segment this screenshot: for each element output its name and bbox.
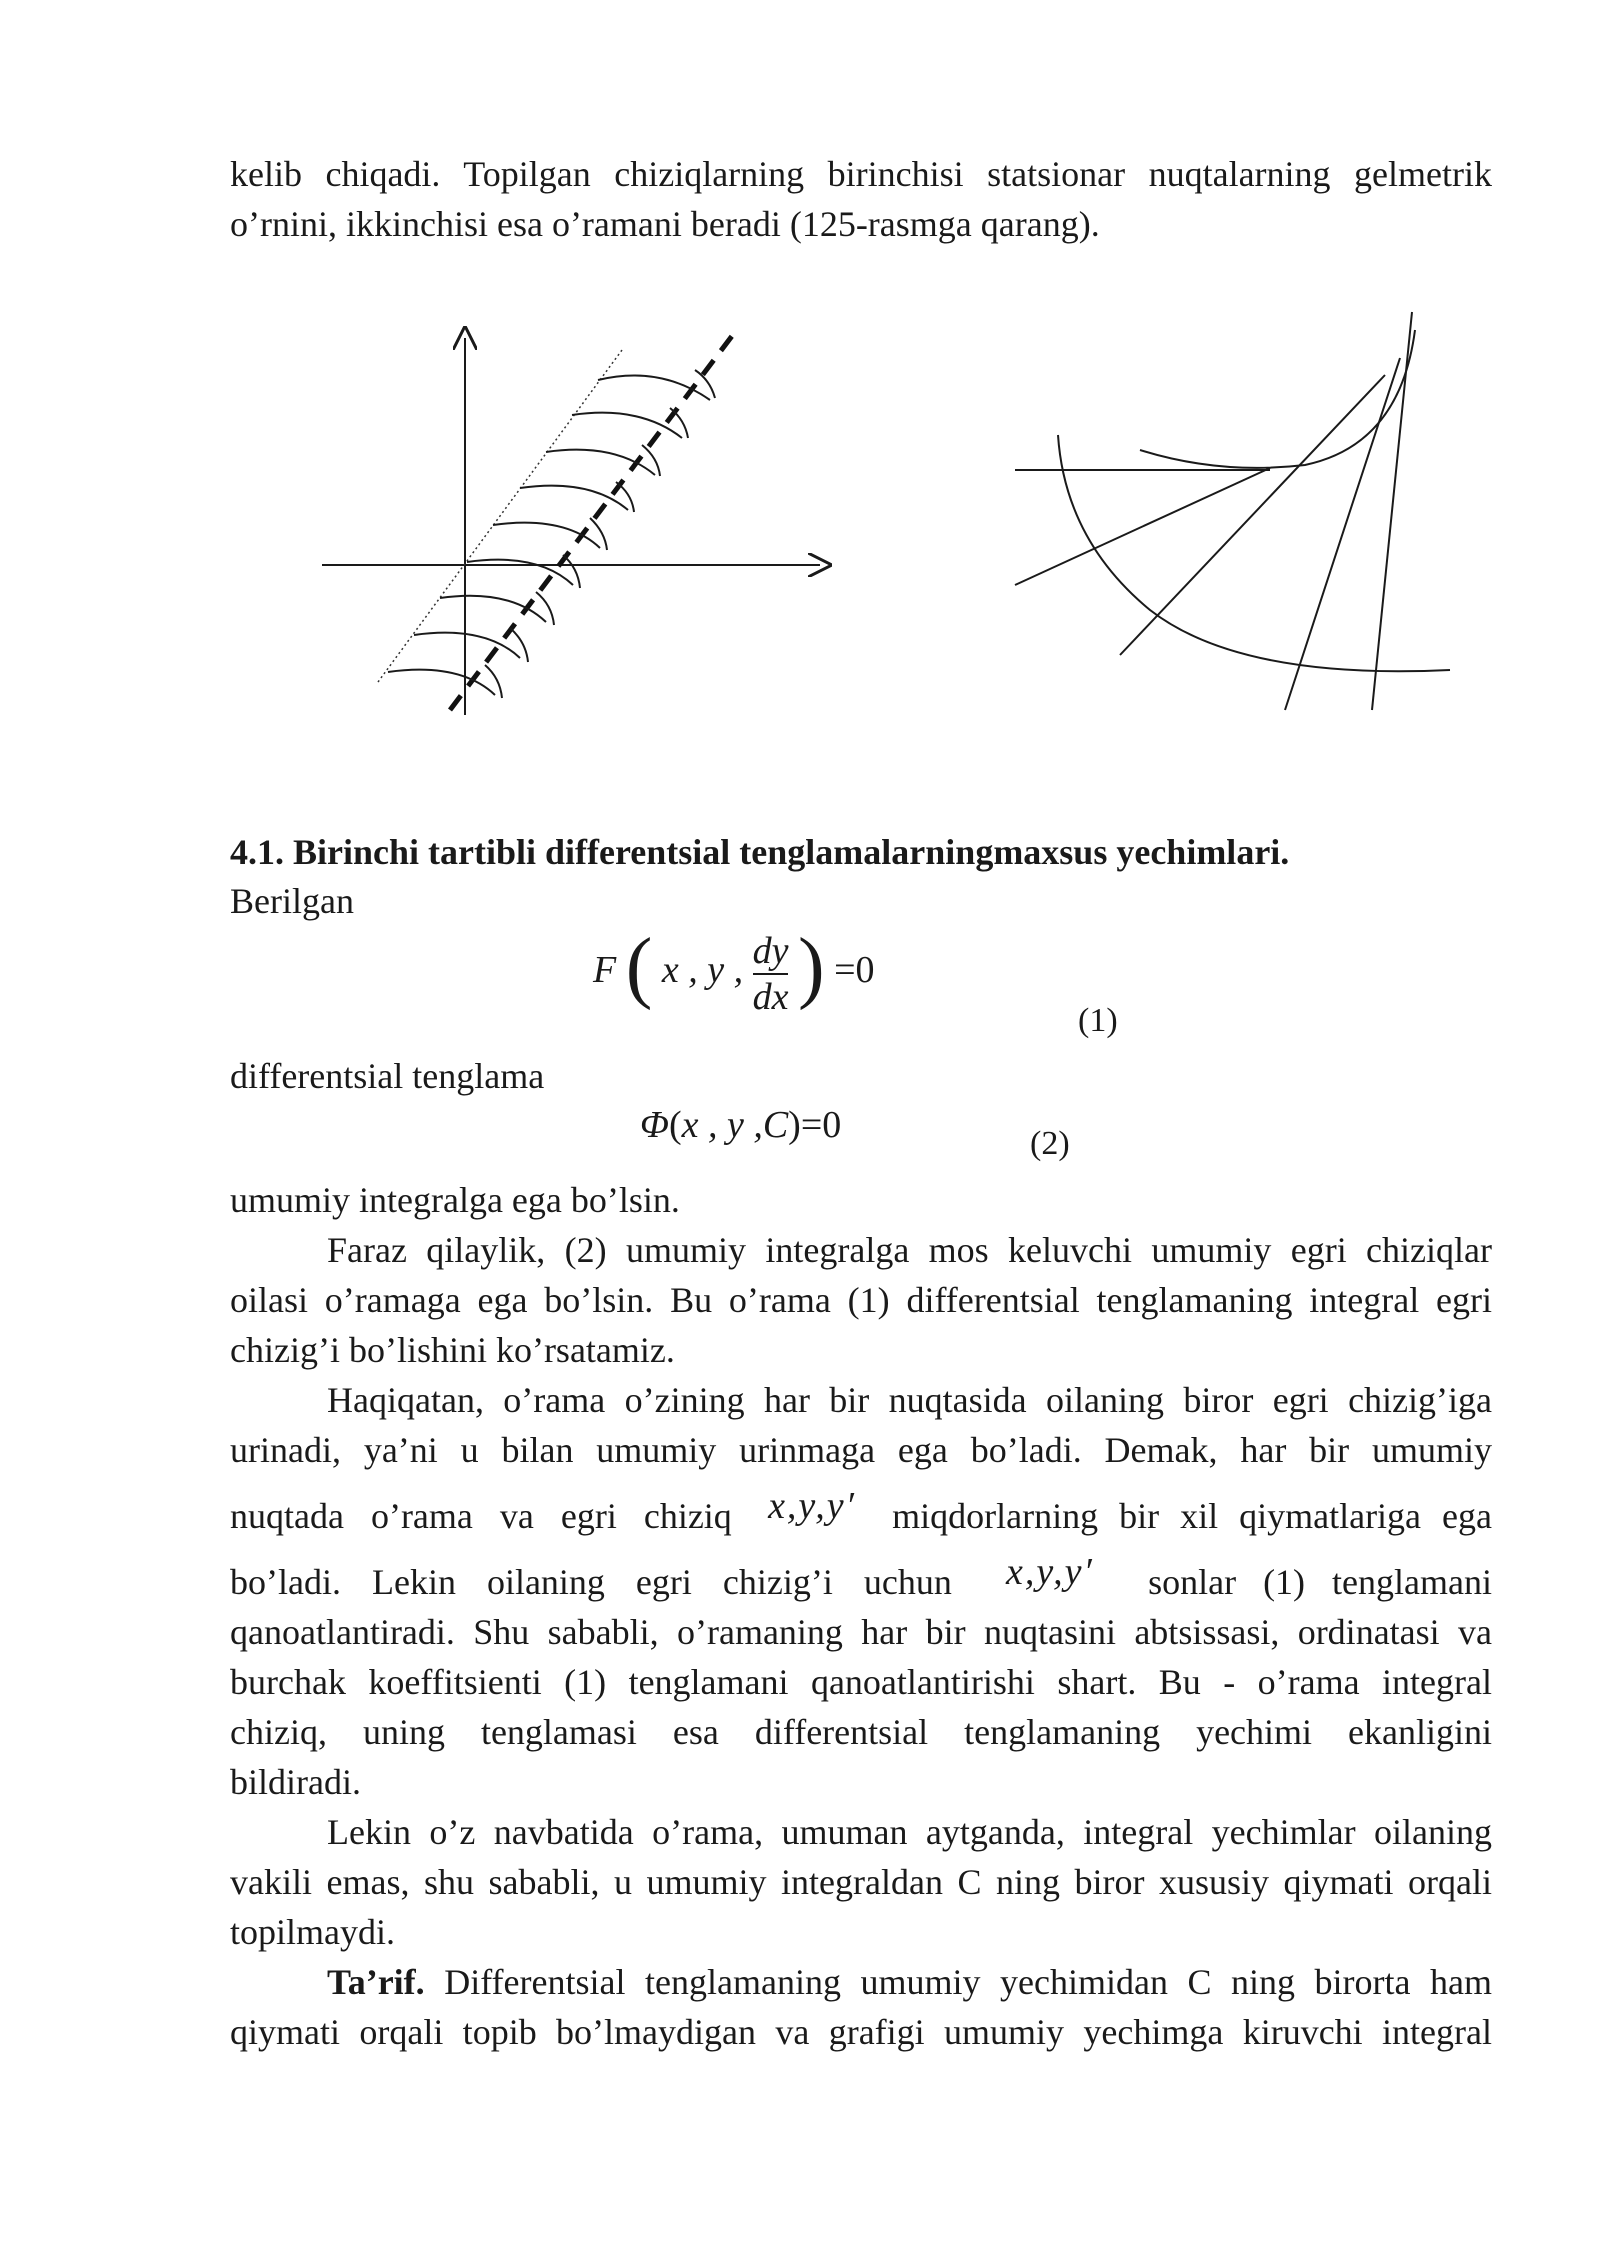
text-line — [230, 1485, 1492, 1542]
tangent-line — [1120, 375, 1385, 655]
text-line: topilmaydi. — [230, 1912, 395, 1952]
eq1-args: x , y , — [661, 949, 744, 992]
text-line: oilasi o’ramaga ega bo’lsin. Bu o’rama (1) differentsial tenglamaning integral egri — [230, 1280, 1492, 1320]
arc-family — [388, 370, 715, 698]
equation-2: Φ(x , y ,C)=0 — [640, 1104, 842, 1146]
text-line: urinadi, ya’ni u bilan umumiy urinmaga ega bo’ladi. Demak, har bir umumiy — [230, 1430, 1492, 1470]
section-heading: 4.1. Birinchi tartibli differentsial tenglamalarningmaxsus yechimlari. — [230, 832, 1290, 872]
figure-right-envelope — [1010, 310, 1460, 730]
figure-left-curve-family — [310, 320, 850, 720]
inline-math: x,y,y′ — [1006, 1551, 1094, 1593]
text-line: o’rnini, ikkinchisi esa o’ramani beradi (125-rasmga qarang). — [230, 204, 1100, 244]
text-line: qiymati orqali topib bo’lmaydigan va grafigi umumiy yechimga kiruvchi integral — [230, 2012, 1492, 2052]
tangent-line — [1015, 468, 1270, 585]
dotted-line — [378, 350, 622, 682]
text-fragment: miqdorlarning bir xil qiymatlariga ega — [892, 1496, 1492, 1536]
text-fragment: sonlar (1) tenglamani — [1148, 1562, 1492, 1602]
tangent-line — [1372, 312, 1412, 710]
envelope-curve — [1140, 330, 1415, 468]
eq2-func: Φ — [640, 1104, 669, 1146]
text-line: Lekin o’z navbatida o’rama, umuman aytganda, integral yechimlar oilaning — [327, 1812, 1492, 1852]
equation-1: F ( x , y , $\frac{dy}{dx}$ ) =0 — [593, 923, 875, 1018]
text-line: bildiradi. — [230, 1762, 361, 1802]
text-fragment: nuqtada o’rama va egri chiziq — [230, 1496, 732, 1536]
equation-1-number: (1) — [1078, 1002, 1118, 1039]
text-line: chiziq, uning tenglamasi esa differentsial tenglamaning yechimi ekanligini — [230, 1712, 1492, 1752]
definition-label: Ta’rif. — [327, 1962, 425, 2002]
text-line: qanoatlantiradi. Shu sababli, o’ramaning har bir nuqtasini abtsissasi, ordinatasi va — [230, 1612, 1492, 1652]
inline-math: x,y,y′ — [768, 1485, 856, 1527]
text-line: umumiy integralga ega bo’lsin. — [230, 1180, 680, 1220]
eq2-args: x , y ,C — [681, 1104, 789, 1146]
tangent-line — [1285, 358, 1400, 710]
text-line — [230, 1958, 1492, 2008]
text-line: Berilgan — [230, 881, 354, 921]
text-line: Haqiqatan, o’rama o’zining har bir nuqtasida oilaning biror egri chizig’iga — [327, 1380, 1492, 1420]
text-line: vakili emas, shu sababli, u umumiy integraldan C ning biror xususiy qiymati orqali — [230, 1862, 1492, 1902]
text-fragment: bo’ladi. Lekin oilaning egri chizig’i uchun — [230, 1562, 952, 1602]
text-line: chizig’i bo’lishini ko’rsatamiz. — [230, 1330, 675, 1370]
eq1-rhs: =0 — [834, 949, 875, 992]
text-fragment: Differentsial tenglamaning umumiy yechimidan C ning birorta ham — [444, 1962, 1493, 2002]
text-line: burchak koeffitsienti (1) tenglamani qanoatlantirishi shart. Bu - o’rama integral — [230, 1662, 1492, 1702]
text-line: differentsial tenglama — [230, 1056, 545, 1096]
text-line — [230, 1551, 1492, 1608]
equation-2-number: (2) — [1030, 1125, 1070, 1162]
eq1-fraction: $\frac{dy}{dx}$ — [752, 929, 789, 1018]
eq2-rhs: =0 — [800, 1104, 842, 1146]
text-line: kelib chiqadi. Topilgan chiziqlarning birinchisi statsionar nuqtalarning gelmetrik — [230, 154, 1492, 194]
eq1-func: F — [593, 949, 617, 992]
text-line: Faraz qilaylik, (2) umumiy integralga mos keluvchi umumiy egri chiziqlar — [327, 1230, 1492, 1270]
